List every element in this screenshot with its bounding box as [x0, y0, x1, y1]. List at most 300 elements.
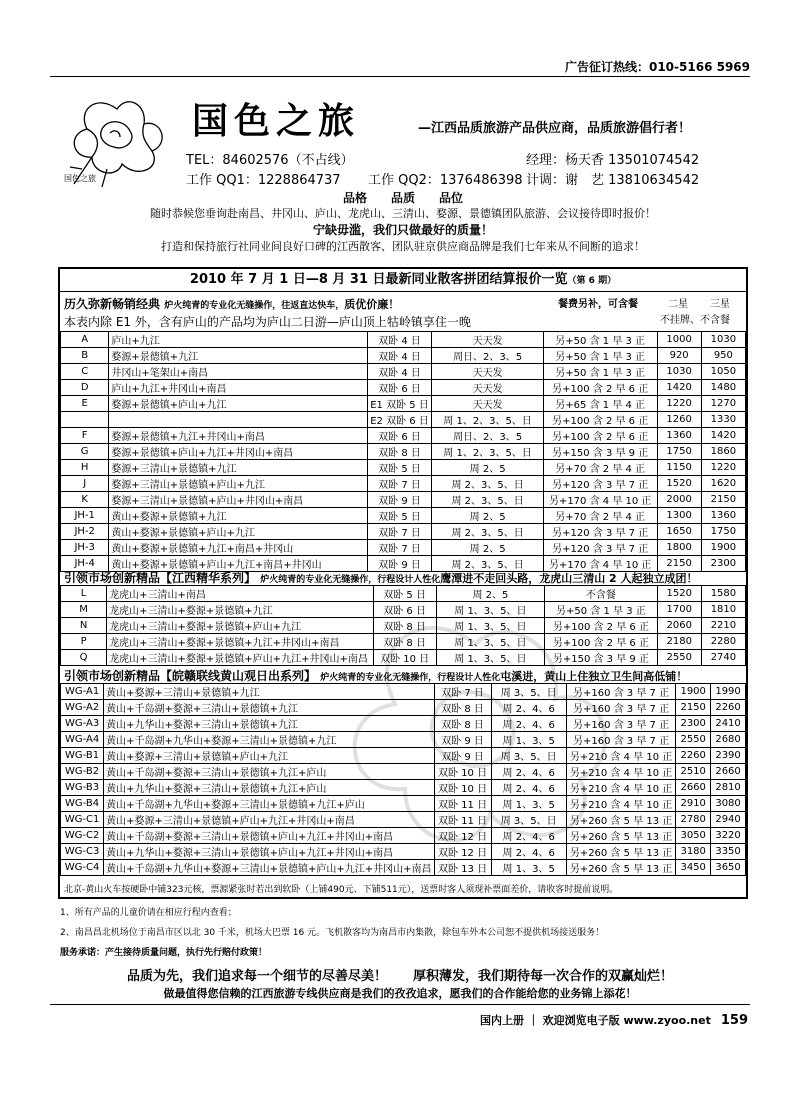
cell-code: WG-C3: [61, 844, 104, 860]
section-classic-desc: 炉火纯青的专业化无缝操作，往返直达快车，: [164, 301, 345, 311]
cell-days: 双卧 5 日: [367, 508, 432, 524]
cell-days: 双卧 9 日: [434, 732, 491, 748]
cell-days: 双卧 8 日: [373, 618, 436, 634]
cell-days: 双卧 8 日: [367, 444, 432, 460]
qq1: 工作 QQ1：1228864737: [186, 173, 341, 188]
cell-price-3star: 1360: [701, 508, 745, 524]
cell-meal: 另+260 含 5 早 13 正: [566, 860, 675, 876]
table-row: [61, 396, 746, 412]
cell-meal: 另+100 含 2 早 6 正: [543, 412, 657, 428]
table-row: [61, 460, 746, 476]
cell-code: B: [61, 348, 109, 364]
cell-price-3star: 2810: [711, 780, 746, 796]
cell-route: 龙虎山+三清山+婺源+景德镇+庐山+九江: [107, 618, 373, 634]
section-jiangxi-head: [64, 569, 698, 586]
table-row: [61, 380, 746, 396]
cell-price-2star: 1150: [657, 460, 701, 476]
table-row: [61, 812, 746, 828]
cell-code: P: [61, 634, 107, 650]
cell-route: [109, 412, 367, 428]
cell-meal: 另+100 含 2 早 6 正: [543, 380, 657, 396]
cell-schedule: 周 1、3、5、日: [436, 634, 544, 650]
cell-schedule: 周 2、5: [432, 460, 543, 476]
cell-code: [61, 412, 109, 428]
cell-code: J: [61, 476, 109, 492]
cell-route: 婺源+三清山+景德镇+九江: [109, 460, 367, 476]
cell-price-2star: 1520: [657, 476, 701, 492]
cell-code: F: [61, 428, 109, 444]
cell-price-2star: 2780: [676, 812, 711, 828]
cell-schedule: 周 3、5、日: [491, 812, 566, 828]
cell-schedule: 周 2、3、5、日: [432, 476, 543, 492]
cell-schedule: 周 1、2、3、5、日: [432, 444, 543, 460]
col-3star: 三星: [710, 299, 730, 310]
section-jiangxi-emphasis: 鹰潭进不走回头路，龙虎山三清山 2 人起独立成团！: [440, 572, 698, 585]
intro-line-2: 宁缺毋滥，我们只做最好的质量！: [312, 223, 493, 237]
cell-schedule: 周 2、3、5、日: [432, 524, 543, 540]
cell-price-2star: 2000: [657, 492, 701, 508]
cell-price-2star: 2660: [676, 780, 711, 796]
cell-schedule: 天天发: [432, 364, 543, 380]
cell-days: 双卧 5 日: [373, 586, 436, 602]
cell-code: WG-A4: [61, 732, 104, 748]
cell-days: 双卧 9 日: [367, 556, 432, 572]
bottom-rule: [50, 1004, 750, 1005]
cell-schedule: 周 2、4、6: [491, 700, 566, 716]
cell-meal: 另+210 含 4 早 10 正: [566, 764, 675, 780]
cell-meal: 另+120 含 3 早 7 正: [543, 540, 657, 556]
table-row: [61, 796, 746, 812]
note-1: 1、所有产品的儿童价请在相应行程内查看；: [60, 908, 237, 918]
cell-code: D: [61, 380, 109, 396]
pledge-line-1: 品质为先，我们追求每一个细节的尽善尽美！ 厚积薄发，我们期待每一次合作的双赢灿烂！: [126, 969, 673, 984]
cell-meal: 另+65 含 1 早 4 正: [543, 396, 657, 412]
cell-route: 婺源+三清山+景德镇+庐山+九江: [109, 476, 367, 492]
classic-table: [60, 331, 746, 572]
cell-days: 双卧 7 日: [367, 476, 432, 492]
cell-price-3star: 3650: [711, 860, 746, 876]
cell-route: 婺源+景德镇+九江: [109, 348, 367, 364]
table-row: [61, 860, 746, 876]
section-classic-emphasis: 质优价廉！: [344, 298, 400, 311]
cell-schedule: 周 2、4、6: [491, 780, 566, 796]
cell-price-3star: 2150: [701, 492, 745, 508]
table-row: [61, 540, 746, 556]
cell-price-2star: 1520: [657, 586, 701, 602]
cell-schedule: 周 1、3、5、日: [436, 650, 544, 666]
cell-price-2star: 2180: [657, 634, 701, 650]
cell-days: 双卧 7 日: [367, 524, 432, 540]
cell-days: 双卧 12 日: [434, 844, 491, 860]
cell-schedule: 天天发: [432, 380, 543, 396]
cell-code: H: [61, 460, 109, 476]
cell-price-2star: 1650: [657, 524, 701, 540]
cell-days: 双卧 10 日: [434, 780, 491, 796]
cell-code: JH-2: [61, 524, 109, 540]
cell-schedule: 周 1、3、5: [491, 860, 566, 876]
cell-schedule: 周 1、3、5、日: [436, 602, 544, 618]
cell-schedule: 周日、2、3、5: [432, 348, 543, 364]
cell-schedule: 周 1、3、5: [491, 732, 566, 748]
cell-price-2star: 1900: [676, 684, 711, 700]
cell-meal: 另+160 含 3 早 7 正: [566, 732, 675, 748]
cell-code: WG-C1: [61, 812, 104, 828]
cell-price-3star: 2280: [701, 634, 745, 650]
col-meal: 餐费另补，可含餐: [558, 299, 638, 310]
cell-days: 双卧 4 日: [367, 348, 432, 364]
cell-code: WG-A3: [61, 716, 104, 732]
table-row: [61, 650, 746, 666]
cell-code: WG-B1: [61, 748, 104, 764]
cell-days: 双卧 8 日: [434, 716, 491, 732]
page-number: 159: [720, 1013, 748, 1028]
cell-price-2star: 1800: [657, 540, 701, 556]
cell-code: JH-3: [61, 540, 109, 556]
cell-route: 黄山+婺源+景德镇+九江: [109, 508, 367, 524]
cell-price-3star: 1270: [701, 396, 745, 412]
cell-schedule: 周 2、5: [432, 508, 543, 524]
section-jiangxi-desc: 炉火纯青的专业化无缝操作，行程设计人性化: [260, 575, 441, 585]
table-row: [61, 602, 746, 618]
cell-price-3star: 1050: [701, 364, 745, 380]
cell-price-2star: 1220: [657, 396, 701, 412]
cell-price-2star: 1700: [657, 602, 701, 618]
cell-days: 双卧 12 日: [434, 828, 491, 844]
col-note: 不挂牌、不含餐: [660, 315, 730, 326]
cell-days: 双卧 8 日: [373, 634, 436, 650]
cell-code: JH-4: [61, 556, 109, 572]
cell-price-3star: 2660: [711, 764, 746, 780]
price-list-frame: [58, 267, 748, 899]
table-row: [61, 748, 746, 764]
cell-route: 婺源+景德镇+庐山+九江: [109, 396, 367, 412]
section-huangshan-desc: 炉火纯青的专业化无缝操作，行程设计人性化: [320, 673, 501, 683]
cell-price-3star: 2410: [711, 716, 746, 732]
cell-days: 双卧 7 日: [434, 684, 491, 700]
cell-days: 双卧 6 日: [367, 428, 432, 444]
cell-days: 双卧 13 日: [434, 860, 491, 876]
cell-days: 双卧 9 日: [434, 748, 491, 764]
cell-code: WG-B4: [61, 796, 104, 812]
cell-schedule: 周 1、2、3、5、日: [432, 412, 543, 428]
cell-schedule: 周日、2、3、5: [432, 428, 543, 444]
cell-meal: 另+100 含 2 早 6 正: [545, 634, 658, 650]
cell-meal: 另+120 含 3 早 7 正: [543, 476, 657, 492]
cell-price-3star: 1420: [701, 428, 745, 444]
cell-meal: 另+210 含 4 早 10 正: [566, 748, 675, 764]
cell-meal: 另+160 含 3 早 7 正: [566, 700, 675, 716]
cell-code: N: [61, 618, 107, 634]
cell-days: 双卧 11 日: [434, 812, 491, 828]
table-row: [61, 492, 746, 508]
table-row: [61, 716, 746, 732]
section-classic-title: 历久弥新畅销经典: [64, 297, 161, 311]
cell-days: 双卧 5 日: [367, 460, 432, 476]
table-row: [61, 700, 746, 716]
cell-meal: 另+100 含 2 早 6 正: [545, 618, 658, 634]
section-huangshan-emphasis: 屯溪进，黄山上住独立卫生间高低铺！: [500, 670, 688, 683]
cell-price-2star: 1360: [657, 428, 701, 444]
cell-route: 黄山+婺源+三清山+景德镇+庐山+九江: [104, 748, 434, 764]
cell-price-3star: 2740: [701, 650, 745, 666]
cell-price-2star: 2510: [676, 764, 711, 780]
cell-price-2star: 1260: [657, 412, 701, 428]
cell-code: M: [61, 602, 107, 618]
table-row: [61, 364, 746, 380]
cell-schedule: 周 3、5、日: [491, 684, 566, 700]
cell-price-3star: 1990: [711, 684, 746, 700]
cell-meal: 另+210 含 4 早 10 正: [566, 796, 675, 812]
cell-meal: 另+260 含 5 早 13 正: [566, 844, 675, 860]
cell-route: 黄山+千岛湖+婺源+三清山+景德镇+九江: [104, 700, 434, 716]
cell-schedule: 周 2、4、6: [491, 844, 566, 860]
cell-days: E1 双卧 5 日: [367, 396, 432, 412]
cell-price-3star: 2940: [711, 812, 746, 828]
intro-line-3: 打造和保持旅行社同业间良好口碑的江西散客、团队驻京供应商品牌是我们七年来从不间断的追求！: [161, 240, 645, 253]
section-classic-sub: 本表内除 E1 外，含有庐山的产品均为庐山二日游—庐山顶上牯岭镇享住一晚: [64, 315, 471, 329]
cell-schedule: 周 2、3、5、日: [432, 492, 543, 508]
cell-code: JH-1: [61, 508, 109, 524]
table-row: [61, 764, 746, 780]
cell-price-3star: 2260: [711, 700, 746, 716]
cell-schedule: 周 1、3、5、日: [436, 618, 544, 634]
cell-price-3star: 3350: [711, 844, 746, 860]
cell-route: 黄山+千岛湖+九华山+婺源+三清山+景德镇+九江: [104, 732, 434, 748]
cell-code: L: [61, 586, 107, 602]
table-row: [61, 412, 746, 428]
cell-code: WG-A1: [61, 684, 104, 700]
section-huangshan-title: 引领市场创新精品【皖赣联线黄山观日出系列】: [64, 669, 317, 683]
table-row: [61, 332, 746, 348]
table-row: [61, 780, 746, 796]
price-list-title: [60, 269, 746, 292]
cell-schedule: 周 2、5: [436, 586, 544, 602]
cell-route: 黄山+婺源+三清山+景德镇+庐山+九江+井冈山+南昌: [104, 812, 434, 828]
cell-schedule: 天天发: [432, 332, 543, 348]
cell-code: G: [61, 444, 109, 460]
cell-code: WG-C2: [61, 828, 104, 844]
cell-schedule: 周 1、3、5: [491, 796, 566, 812]
cell-price-2star: 3450: [676, 860, 711, 876]
cell-meal: 另+170 含 4 早 10 正: [543, 556, 657, 572]
cell-meal: 另+260 含 5 早 13 正: [566, 828, 675, 844]
ad-hotline: 广告征订热线：010-5166 5969: [564, 60, 750, 74]
cell-meal: 另+50 含 1 早 3 正: [543, 348, 657, 364]
cell-meal: 另+150 含 3 早 9 正: [543, 444, 657, 460]
cell-days: 双卧 9 日: [367, 492, 432, 508]
cell-price-2star: 1750: [657, 444, 701, 460]
top-rule: [50, 76, 750, 77]
cell-schedule: 周 2、4、6: [491, 764, 566, 780]
cell-code: C: [61, 364, 109, 380]
table-row: [61, 684, 746, 700]
cell-meal: 另+50 含 1 早 3 正: [543, 332, 657, 348]
section-huangshan-head: [64, 667, 687, 684]
cell-price-3star: 2300: [701, 556, 745, 572]
pledge-line-2: 做最值得您信赖的江西旅游专线供应商是我们的孜孜追求，愿我们的合作能给您的业务锦上添花！: [163, 987, 637, 1000]
cell-price-3star: 2680: [711, 732, 746, 748]
cell-price-3star: 1810: [701, 602, 745, 618]
cell-price-3star: 1580: [701, 586, 745, 602]
footer-text: 国内上册 ｜ 欢迎浏览电子版 www.zyoo.net: [479, 1014, 711, 1027]
cell-meal: 另+260 含 5 早 13 正: [566, 812, 675, 828]
cell-price-3star: 1620: [701, 476, 745, 492]
cell-code: WG-A2: [61, 700, 104, 716]
cell-meal: 另+70 含 2 早 4 正: [543, 508, 657, 524]
table-row: [61, 508, 746, 524]
issue-number: （第 6 期）: [567, 276, 617, 286]
cell-code: WG-B3: [61, 780, 104, 796]
cell-price-2star: 920: [657, 348, 701, 364]
cell-price-3star: 3080: [711, 796, 746, 812]
cell-meal: 另+100 含 2 早 6 正: [543, 428, 657, 444]
cell-schedule: 周 2、4、6: [491, 716, 566, 732]
cell-days: 双卧 4 日: [367, 332, 432, 348]
cell-route: 黄山+千岛湖+九华山+婺源+三清山+景德镇+庐山+九江+井冈山+南昌: [104, 860, 434, 876]
cell-schedule: 天天发: [432, 396, 543, 412]
cell-days: 双卧 10 日: [373, 650, 436, 666]
cell-price-2star: 1300: [657, 508, 701, 524]
table-row: [61, 476, 746, 492]
cell-route: 黄山+婺源+景德镇+九江+南昌+井冈山: [109, 540, 367, 556]
cell-price-2star: 2150: [657, 556, 701, 572]
cell-schedule: 周 2、5: [432, 540, 543, 556]
table-row: [61, 428, 746, 444]
cell-meal: 另+210 含 4 早 10 正: [566, 780, 675, 796]
cell-price-3star: 1220: [701, 460, 745, 476]
cell-route: 婺源+三清山+景德镇+庐山+井冈山+南昌: [109, 492, 367, 508]
table-row: [61, 828, 746, 844]
cell-days: 双卧 10 日: [434, 764, 491, 780]
cell-price-3star: 950: [701, 348, 745, 364]
brand-slogan: —江西品质旅游产品供应商，品质旅游倡行者！: [418, 121, 692, 136]
tel: TEL：84602576（不占线）: [186, 153, 354, 168]
cell-code: A: [61, 332, 109, 348]
cell-price-2star: 2550: [676, 732, 711, 748]
cell-price-2star: 2550: [657, 650, 701, 666]
cell-schedule: 周 2、4、6: [491, 828, 566, 844]
table-row: [61, 634, 746, 650]
cell-price-2star: 2060: [657, 618, 701, 634]
cell-price-3star: 1330: [701, 412, 745, 428]
table-row: [61, 444, 746, 460]
cell-code: WG-B2: [61, 764, 104, 780]
table-row: [61, 524, 746, 540]
cell-route: 黄山+千岛湖+婺源+三清山+景德镇+九江+庐山: [104, 764, 434, 780]
cell-days: E2 双卧 6 日: [367, 412, 432, 428]
cell-route: 黄山+九华山+婺源+三清山+景德镇+九江+庐山: [104, 780, 434, 796]
cell-price-2star: 2260: [676, 748, 711, 764]
intro-line-1: 随时恭候您垂询赴南昌、井冈山、庐山、龙虎山、三清山、婺源、景德镇团队旅游、会议接待即时报价！: [150, 207, 656, 220]
cell-route: 黄山+九华山+婺源+三清山+景德镇+九江: [104, 716, 434, 732]
cell-days: 双卧 6 日: [373, 602, 436, 618]
title-text: 2010 年 7 月 1 日—8 月 31 日最新同业散客拼团结算报价一览: [189, 272, 568, 287]
cell-price-3star: 3220: [711, 828, 746, 844]
cell-price-2star: 1000: [657, 332, 701, 348]
cell-price-3star: 2390: [711, 748, 746, 764]
cell-price-2star: 1420: [657, 380, 701, 396]
cell-route: 庐山+九江+井冈山+南昌: [109, 380, 367, 396]
cell-schedule: 周 3、5、日: [491, 748, 566, 764]
peony-flower-icon: [62, 89, 172, 189]
table-row: [61, 348, 746, 364]
cell-meal: 另+160 含 3 早 7 正: [566, 716, 675, 732]
cell-days: 双卧 6 日: [367, 380, 432, 396]
cell-price-2star: 1030: [657, 364, 701, 380]
cell-route: 黄山+婺源+景德镇+庐山+九江: [109, 524, 367, 540]
cell-price-2star: 3180: [676, 844, 711, 860]
cell-price-2star: 2910: [676, 796, 711, 812]
cell-price-3star: 1860: [701, 444, 745, 460]
cell-price-3star: 1030: [701, 332, 745, 348]
note-2: 2、南昌昌北机场位于南昌市区以北 30 千米，机场大巴票 16 元。飞机散客均为南昌市内集散，除包车外本公司恕不提供机场接送服务！: [60, 928, 605, 938]
cell-meal: 另+160 含 3 早 7 正: [566, 684, 675, 700]
table-row: [61, 618, 746, 634]
cell-days: 双卧 8 日: [434, 700, 491, 716]
cell-route: 黄山+婺源+三清山+景德镇+九江: [104, 684, 434, 700]
jiangxi-table: [60, 585, 746, 666]
cell-days: 双卧 11 日: [434, 796, 491, 812]
cell-code: WG-C4: [61, 860, 104, 876]
service-promise: 服务承诺：产生接待质量问题，执行先行赔付政策！: [60, 948, 268, 958]
cell-meal: 另+70 含 2 早 4 正: [543, 460, 657, 476]
manager: 经理：杨天香 13501074542: [526, 153, 700, 168]
cell-route: 龙虎山+三清山+婺源+景德镇+九江+井冈山+南昌: [107, 634, 373, 650]
cell-days: 双卧 7 日: [367, 540, 432, 556]
cell-price-3star: 1900: [701, 540, 745, 556]
cell-route: 黄山+婺源+景德镇+庐山+九江+南昌+井冈山: [109, 556, 367, 572]
section-jiangxi-title: 引领市场创新精品【江西精华系列】: [64, 571, 257, 585]
cell-route: 黄山+九华山+婺源+三清山+景德镇+庐山+九江+井冈山+南昌: [104, 844, 434, 860]
motto: 品格 品质 品位: [342, 191, 463, 205]
cell-price-3star: 1480: [701, 380, 745, 396]
cell-price-2star: 3050: [676, 828, 711, 844]
cell-price-2star: 2150: [676, 700, 711, 716]
table-row: [61, 586, 746, 602]
cell-route: 黄山+千岛湖+婺源+三清山+景德镇+庐山+九江+井冈山+南昌: [104, 828, 434, 844]
cell-route: 婺源+景德镇+九江+井冈山+南昌: [109, 428, 367, 444]
cell-route: 庐山+九江: [109, 332, 367, 348]
table-row: [61, 732, 746, 748]
cell-route: 龙虎山+三清山+南昌: [107, 586, 373, 602]
cell-route: 龙虎山+三清山+婺源+景德镇+九江: [107, 602, 373, 618]
cell-price-3star: 1750: [701, 524, 745, 540]
cell-schedule: 周 2、3、5、日: [432, 556, 543, 572]
table-row: [61, 844, 746, 860]
page-footer: [480, 1012, 748, 1028]
cell-price-2star: 2300: [676, 716, 711, 732]
train-note: 北京-黄山火车按硬卧中铺323元核，票源紧张时若出到软卧（上铺490元、下铺511元），送票时客人须现补票面差价，请收客时提前说明。: [64, 885, 619, 895]
cell-meal: 另+50 含 1 早 3 正: [543, 364, 657, 380]
cell-route: 黄山+千岛湖+九华山+婺源+三清山+景德镇+九江+庐山: [104, 796, 434, 812]
cell-code: Q: [61, 650, 107, 666]
cell-route: 婺源+景德镇+庐山+九江+井冈山+南昌: [109, 444, 367, 460]
cell-meal: 另+50 含 1 早 3 正: [545, 602, 658, 618]
logo-small-text: 国色之旅: [64, 174, 96, 183]
planner: 计调：谢 艺 13810634542: [526, 173, 700, 188]
cell-meal: 另+120 含 3 早 7 正: [543, 524, 657, 540]
qq2: 工作 QQ2：1376486398: [368, 173, 523, 188]
cell-route: 龙虎山+三清山+婺源+景德镇+庐山+九江+井冈山+南昌: [107, 650, 373, 666]
ad-header: [58, 83, 748, 263]
cell-code: K: [61, 492, 109, 508]
cell-meal: 另+170 含 4 早 10 正: [543, 492, 657, 508]
brand-logo: 国色之旅: [192, 100, 361, 142]
cell-meal: 不含餐: [545, 586, 658, 602]
cell-meal: 另+150 含 3 早 9 正: [545, 650, 658, 666]
section-classic-head: [64, 295, 399, 312]
cell-code: E: [61, 396, 109, 412]
